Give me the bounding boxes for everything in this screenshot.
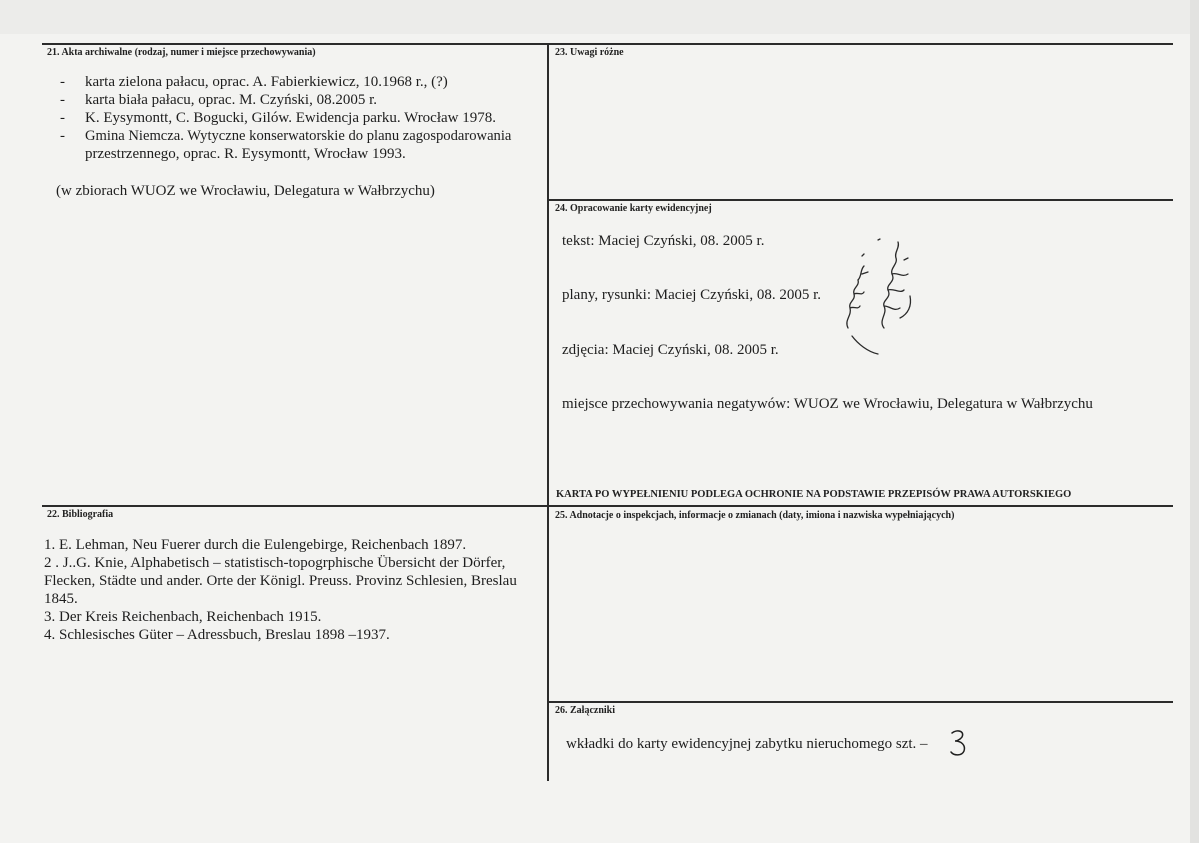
section-26-heading: 26. Załączniki (555, 705, 616, 716)
section-23-heading: 23. Uwagi różne (555, 47, 624, 58)
list-bullet: - (60, 92, 65, 108)
list-bullet: - (60, 128, 65, 144)
archive-item-4-line-2: przestrzennego, oprac. R. Eysymontt, Wrocław 1993. (85, 146, 406, 162)
archive-item-2: karta biała pałacu, oprac. M. Czyński, 08.2005 r. (85, 92, 378, 108)
bibliography-line-5: 3. Der Kreis Reichenbach, Reichenbach 1915. (44, 609, 322, 625)
rule-23-24 (549, 199, 1173, 201)
card-plans-author: plany, rysunki: Maciej Czyński, 08. 2005 r. (562, 287, 821, 303)
list-bullet: - (60, 110, 65, 126)
handwritten-signature (838, 236, 930, 360)
rule-column-divider (547, 43, 549, 781)
section-24-heading: 24. Opracowanie karty ewidencyjnej (555, 203, 712, 214)
scan-right-edge (1190, 0, 1199, 843)
archive-item-4-line-1: Gmina Niemcza. Wytyczne konserwatorskie do planu zagospodarowania (85, 128, 512, 144)
scan-top-band (0, 0, 1199, 34)
archive-location-note: (w zbiorach WUOZ we Wrocławiu, Delegatura w Wałbrzychu) (56, 183, 435, 199)
bibliography-line-6: 4. Schlesisches Güter – Adressbuch, Breslau 1898 –1937. (44, 627, 390, 643)
handwritten-count-digit (949, 728, 969, 758)
archive-item-3: K. Eysymontt, C. Bogucki, Gilów. Ewidencja parku. Wrocław 1978. (85, 110, 496, 126)
rule-middle (42, 505, 1173, 507)
rule-25-26 (549, 701, 1173, 703)
section-25-heading: 25. Adnotacje o inspekcjach, informacje o zmianach (daty, imiona i nazwiska wypełniających) (555, 510, 955, 521)
attachments-line: wkładki do karty ewidencyjnej zabytku nieruchomego szt. – (566, 736, 928, 752)
bibliography-line-3: Flecken, Städte und ander. Orte der Königl. Preuss. Provinz Schlesien, Breslau (44, 573, 517, 589)
copyright-notice: KARTA PO WYPEŁNIENIU PODLEGA OCHRONIE NA PODSTAWIE PRZEPISÓW PRAWA AUTORSKIEGO (556, 489, 1072, 500)
negatives-storage: miejsce przechowywania negatywów: WUOZ we Wrocławiu, Delegatura w Wałbrzychu (562, 396, 1093, 412)
card-photos-author: zdjęcia: Maciej Czyński, 08. 2005 r. (562, 342, 779, 358)
section-22-heading: 22. Bibliografia (47, 509, 114, 520)
bibliography-line-4: 1845. (44, 591, 78, 607)
section-21-heading: 21. Akta archiwalne (rodzaj, numer i miejsce przechowywania) (47, 47, 316, 58)
bibliography-line-1: 1. E. Lehman, Neu Fuerer durch die Eulengebirge, Reichenbach 1897. (44, 537, 467, 553)
card-text-author: tekst: Maciej Czyński, 08. 2005 r. (562, 233, 765, 249)
archive-item-1: karta zielona pałacu, oprac. A. Fabierkiewicz, 10.1968 r., (?) (85, 74, 448, 90)
list-bullet: - (60, 74, 65, 90)
rule-top (42, 43, 1173, 45)
bibliography-line-2: 2 . J..G. Knie, Alphabetisch – statistisch-topogrphische Übersicht der Dörfer, (44, 555, 506, 571)
